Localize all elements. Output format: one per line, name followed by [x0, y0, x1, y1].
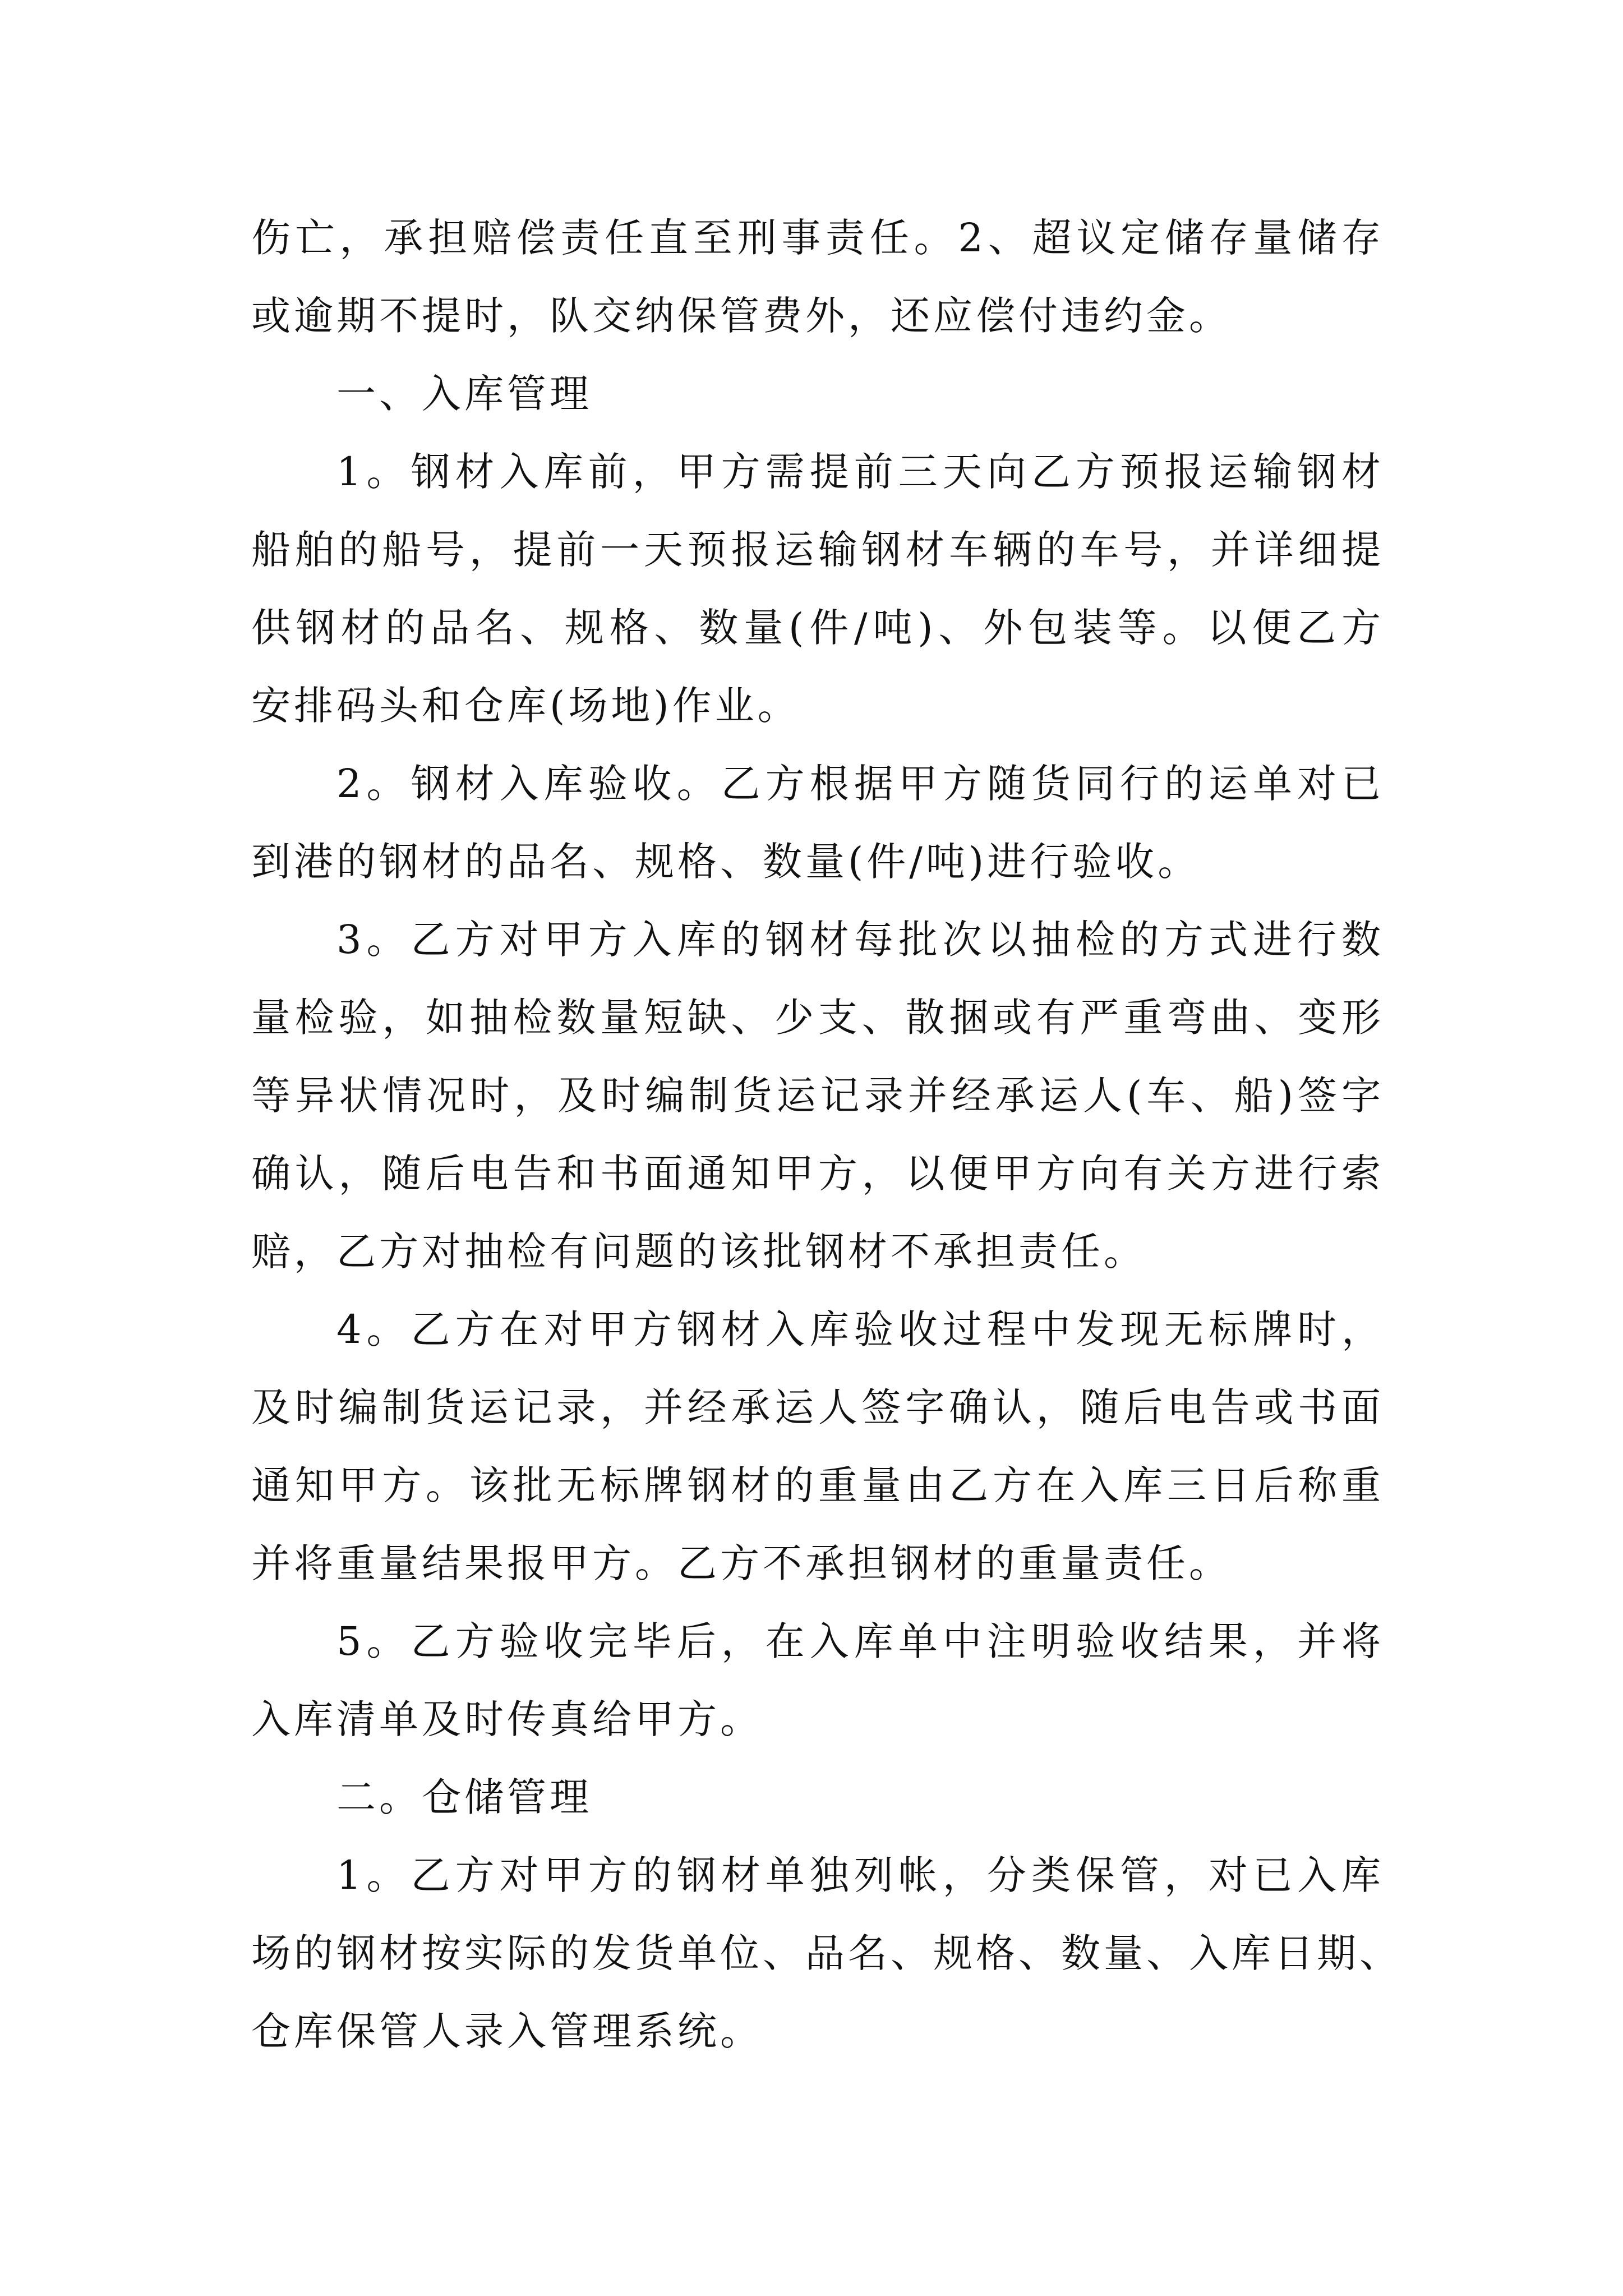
paragraph [251, 355, 1384, 433]
paragraph [251, 433, 1384, 745]
text-line: 2。钢材入库验收。乙方根据甲方随货同行的运单对已 [336, 761, 1384, 807]
text-line: 通知甲方。该批无标牌钢材的重量由乙方在入库三日后称重 [251, 1462, 1384, 1508]
text-line: 并将重量结果报甲方。乙方不承担钢材的重量责任。 [251, 1540, 1232, 1586]
paragraph [251, 1603, 1384, 1759]
text-line: 量检验，如抽检数量短缺、少支、散捆或有严重弯曲、变形 [251, 995, 1384, 1041]
paragraph [251, 1291, 1384, 1603]
text-line: 赔，乙方对抽检有问题的该批钢材不承担责任。 [251, 1228, 1146, 1274]
paragraph [251, 199, 1384, 355]
text-line: 二。仓储管理 [336, 1774, 592, 1820]
text-line: 1。钢材入库前，甲方需提前三天向乙方预报运输钢材 [336, 449, 1384, 495]
text-line: 确认，随后电告和书面通知甲方，以便甲方向有关方进行索 [251, 1151, 1384, 1197]
document-body [251, 199, 1402, 2070]
paragraph [251, 745, 1384, 901]
text-line: 安排码头和仓库(场地)作业。 [251, 683, 800, 729]
text-line: 场的钢材按实际的发货单位、品名、规格、数量、入库日期、 [251, 1930, 1402, 1976]
text-line: 1。乙方对甲方的钢材单独列帐，分类保管，对已入库 [336, 1852, 1384, 1898]
paragraph [251, 1759, 1384, 1837]
text-line: 或逾期不提时，队交纳保管费外，还应偿付违约金。 [251, 293, 1232, 339]
text-line: 仓库保管人录入管理系统。 [251, 2008, 763, 2054]
text-line: 5。乙方验收完毕后，在入库单中注明验收结果，并将 [336, 1618, 1384, 1664]
text-line: 供钢材的品名、规格、数量(件/吨)、外包装等。以便乙方 [251, 605, 1384, 651]
text-line: 船舶的船号，提前一天预报运输钢材车辆的车号，并详细提 [251, 527, 1384, 573]
paragraph [251, 901, 1384, 1291]
text-line: 一、入库管理 [336, 371, 592, 417]
text-line: 等异状情况时，及时编制货运记录并经承运人(车、船)签字 [251, 1073, 1384, 1119]
paragraph [251, 1837, 1402, 2070]
text-line: 到港的钢材的品名、规格、数量(件/吨)进行验收。 [251, 839, 1201, 885]
text-line: 3。乙方对甲方入库的钢材每批次以抽检的方式进行数 [336, 917, 1384, 963]
text-line: 4。乙方在对甲方钢材入库验收过程中发现无标牌时， [336, 1306, 1384, 1352]
text-line: 入库清单及时传真给甲方。 [251, 1696, 763, 1742]
text-line: 伤亡，承担赔偿责任直至刑事责任。2、超议定储存量储存 [251, 215, 1384, 261]
text-line: 及时编制货运记录，并经承运人签字确认，随后电告或书面 [251, 1384, 1384, 1430]
